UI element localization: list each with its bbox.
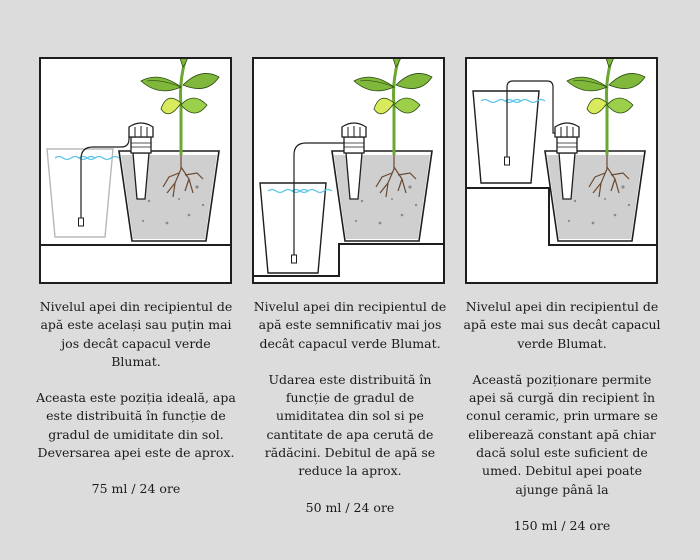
caption-equal-level — [36, 298, 236, 499]
caption-paragraph-1: Nivelul apei din recipientul de apă este mai sus decât capacul verde Blumat. — [463, 299, 661, 351]
flow-rate: 75 ml / 24 ore — [91, 481, 181, 497]
caption-higher-level — [462, 298, 662, 535]
caption-paragraph-2: Aceasta este poziția ideală, apa este distribuită în funcție de gradul de umiditate din sol. Deversarea apei este de aprox. — [36, 390, 236, 461]
flow-rate: 150 ml / 24 ore — [513, 517, 611, 533]
caption-lower-level — [250, 298, 450, 517]
diagram-lower-level — [252, 57, 445, 284]
diagram-higher-level — [465, 57, 658, 284]
flow-rate: 50 ml / 24 ore — [305, 499, 395, 515]
caption-paragraph-1: Nivelul apei din recipientul de apă este semnificativ mai jos decât capacul verde Blumat. — [253, 299, 447, 351]
diagram-equal-level — [39, 57, 232, 284]
caption-paragraph-2: Udarea este distribuită în funcție de gradul de umiditatea din sol si pe cantitate de apa cerută de rădăcini. Debitul de apă se reduce la aprox. — [264, 371, 436, 479]
caption-paragraph-2: Această poziționare permite apei să curgă din recipient în conul ceramic, prin urmare se eliberează constant apă chiar dacă solul este suficient de umed. Debitul apei poate ajunge până la — [466, 371, 658, 497]
caption-paragraph-1: Nivelul apei din recipientul de apă este același sau puțin mai jos decât capacul verde Blumat. — [39, 299, 233, 369]
